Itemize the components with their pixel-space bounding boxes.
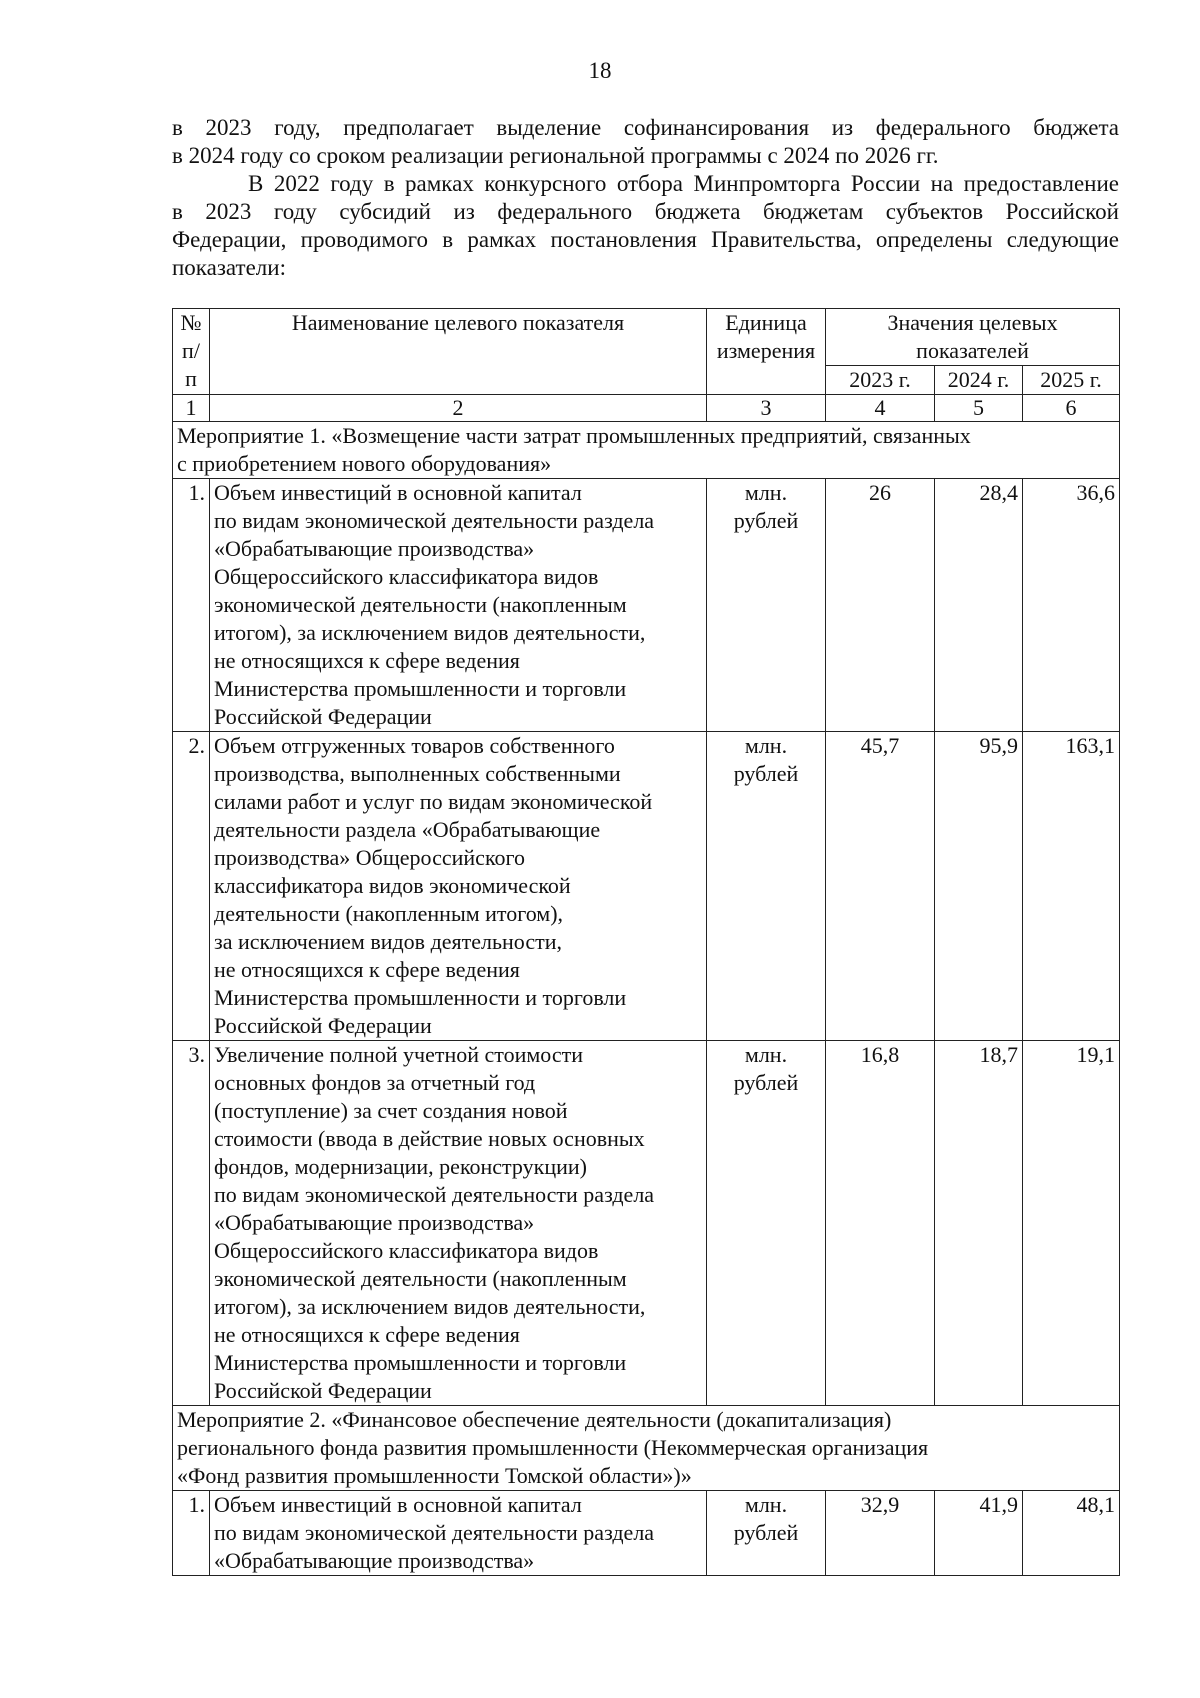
index-cell: 5 [935, 395, 1023, 422]
row-number: 1. [173, 479, 210, 732]
indicator-name-line: Российской Федерации [214, 704, 432, 729]
event-title-line: Мероприятие 2. «Финансовое обеспечение деятельности (докапитализация) [177, 1407, 892, 1432]
indicator-name-line: Увеличение полной учетной стоимости [214, 1042, 583, 1067]
table-header [173, 309, 1120, 395]
indicator-name [210, 1491, 707, 1576]
unit [707, 1491, 826, 1576]
page-number: 18 [588, 58, 612, 83]
body-line: В 2022 году в рамках конкурсного отбора Минпромторга России на предоставление [248, 171, 1119, 196]
indicator-name-line: Общероссийского классификатора видов [214, 1238, 599, 1263]
indicator-name-line: Российской Федерации [214, 1013, 432, 1038]
row-number: 2. [173, 732, 210, 1041]
unit-line: млн. [744, 1042, 788, 1067]
event-title-line: регионального фонда развития промышленности (Некоммерческая организация [177, 1435, 929, 1460]
indicator-name-line: Объем инвестиций в основной капитал [214, 480, 582, 505]
value-2025: 19,1 [1023, 1041, 1120, 1406]
intro-paragraph [172, 114, 1119, 170]
indicator-name-line: стоимости (ввода в действие новых основных [214, 1126, 645, 1151]
indicator-name-line: экономической деятельности (накопленным [214, 592, 627, 617]
indicator-name-line: Министерства промышленности и торговли [214, 985, 627, 1010]
header-year: 2025 г. [1023, 366, 1120, 395]
table-row [173, 479, 1120, 732]
indicator-name-line: Министерства промышленности и торговли [214, 1350, 627, 1375]
value-2024: 95,9 [935, 732, 1023, 1041]
body-line: Федерации, проводимого в рамках постановления Правительства, определены следующие [172, 227, 1119, 252]
event-title-line: с приобретением нового оборудования» [177, 451, 552, 476]
header-num: № п/п [173, 309, 210, 395]
intro-line: в 2023 году, предполагает выделение софинансирования из федерального бюджета [172, 115, 1119, 140]
unit [707, 479, 826, 732]
indicators-table [172, 308, 1120, 1576]
indicator-name-line: деятельности раздела «Обрабатывающие [214, 817, 601, 842]
row-number: 1. [173, 1491, 210, 1576]
table-row [173, 732, 1120, 1041]
value-2023: 45,7 [826, 732, 935, 1041]
unit-line: рублей [733, 508, 799, 533]
indicator-name [210, 479, 707, 732]
unit-line: млн. [744, 1492, 788, 1517]
unit-line: рублей [733, 1520, 799, 1545]
indicator-name-line: экономической деятельности (накопленным [214, 1266, 627, 1291]
body-paragraph [172, 170, 1119, 282]
indicator-name-line: Министерства промышленности и торговли [214, 676, 627, 701]
value-2024: 28,4 [935, 479, 1023, 732]
header-unit: Единица измерения [707, 309, 826, 395]
event-row [173, 1406, 1120, 1491]
unit-line: рублей [733, 761, 799, 786]
indicator-name-line: итогом), за исключением видов деятельности, [214, 1294, 646, 1319]
index-row [173, 395, 1120, 422]
value-2025: 48,1 [1023, 1491, 1120, 1576]
unit-line: млн. [744, 480, 788, 505]
indicator-name-line: фондов, модернизации, реконструкции) [214, 1154, 587, 1179]
event-title-2 [173, 1406, 1120, 1491]
index-cell: 3 [707, 395, 826, 422]
indicator-name-line: за исключением видов деятельности, [214, 929, 563, 954]
indicator-name-line: по видам экономической деятельности раздела [214, 508, 655, 533]
indicator-name-line: не относящихся к сфере ведения [214, 648, 520, 673]
indicator-name-line: «Обрабатывающие производства» [214, 1548, 535, 1573]
header-values-group: Значения целевых показателей [826, 309, 1120, 366]
indicator-name-line: по видам экономической деятельности раздела [214, 1520, 655, 1545]
value-2024: 18,7 [935, 1041, 1023, 1406]
index-cell: 2 [210, 395, 707, 422]
row-number: 3. [173, 1041, 210, 1406]
value-2023: 16,8 [826, 1041, 935, 1406]
indicator-name-line: не относящихся к сфере ведения [214, 957, 520, 982]
event-row [173, 422, 1120, 479]
unit [707, 732, 826, 1041]
event-title-1 [173, 422, 1120, 479]
event-title-line: Мероприятие 1. «Возмещение части затрат промышленных предприятий, связанных [177, 423, 971, 448]
intro-line: в 2024 году со сроком реализации региональной программы с 2024 по 2026 гг. [172, 143, 939, 168]
indicator-name-line: классификатора видов экономической [214, 873, 571, 898]
unit-line: рублей [733, 1070, 799, 1095]
body-line: в 2023 году субсидий из федерального бюджета бюджетам субъектов Российской [172, 199, 1119, 224]
value-2025: 163,1 [1023, 732, 1120, 1041]
indicator-name-line: деятельности (накопленным итогом), [214, 901, 564, 926]
indicator-name-line: Объем отгруженных товаров собственного [214, 733, 615, 758]
indicator-name-line: производства, выполненных собственными [214, 761, 621, 786]
table-row [173, 1041, 1120, 1406]
unit-line: млн. [744, 733, 788, 758]
value-2023: 32,9 [826, 1491, 935, 1576]
value-2025: 36,6 [1023, 479, 1120, 732]
indicator-name-line: по видам экономической деятельности раздела [214, 1182, 655, 1207]
index-cell: 6 [1023, 395, 1120, 422]
indicator-name-line: «Обрабатывающие производства» [214, 536, 535, 561]
value-2024: 41,9 [935, 1491, 1023, 1576]
indicator-name-line: Объем инвестиций в основной капитал [214, 1492, 582, 1517]
indicator-name [210, 1041, 707, 1406]
header-name: Наименование целевого показателя [210, 309, 707, 395]
indicator-name-line: не относящихся к сфере ведения [214, 1322, 520, 1347]
indicator-name-line: Российской Федерации [214, 1378, 432, 1403]
header-year: 2024 г. [935, 366, 1023, 395]
table-row [173, 1491, 1120, 1576]
indicator-name-line: (поступление) за счет создания новой [214, 1098, 568, 1123]
event-title-line: «Фонд развития промышленности Томской области»)» [177, 1463, 692, 1488]
indicator-name-line: силами работ и услуг по видам экономической [214, 789, 653, 814]
index-cell: 1 [173, 395, 210, 422]
indicator-name-line: производства» Общероссийского [214, 845, 525, 870]
unit [707, 1041, 826, 1406]
value-2023: 26 [826, 479, 935, 732]
index-cell: 4 [826, 395, 935, 422]
indicator-name-line: основных фондов за отчетный год [214, 1070, 536, 1095]
indicator-name-line: «Обрабатывающие производства» [214, 1210, 535, 1235]
indicator-name-line: итогом), за исключением видов деятельности, [214, 620, 646, 645]
indicator-name [210, 732, 707, 1041]
body-line: показатели: [172, 255, 286, 280]
header-year: 2023 г. [826, 366, 935, 395]
indicator-name-line: Общероссийского классификатора видов [214, 564, 599, 589]
